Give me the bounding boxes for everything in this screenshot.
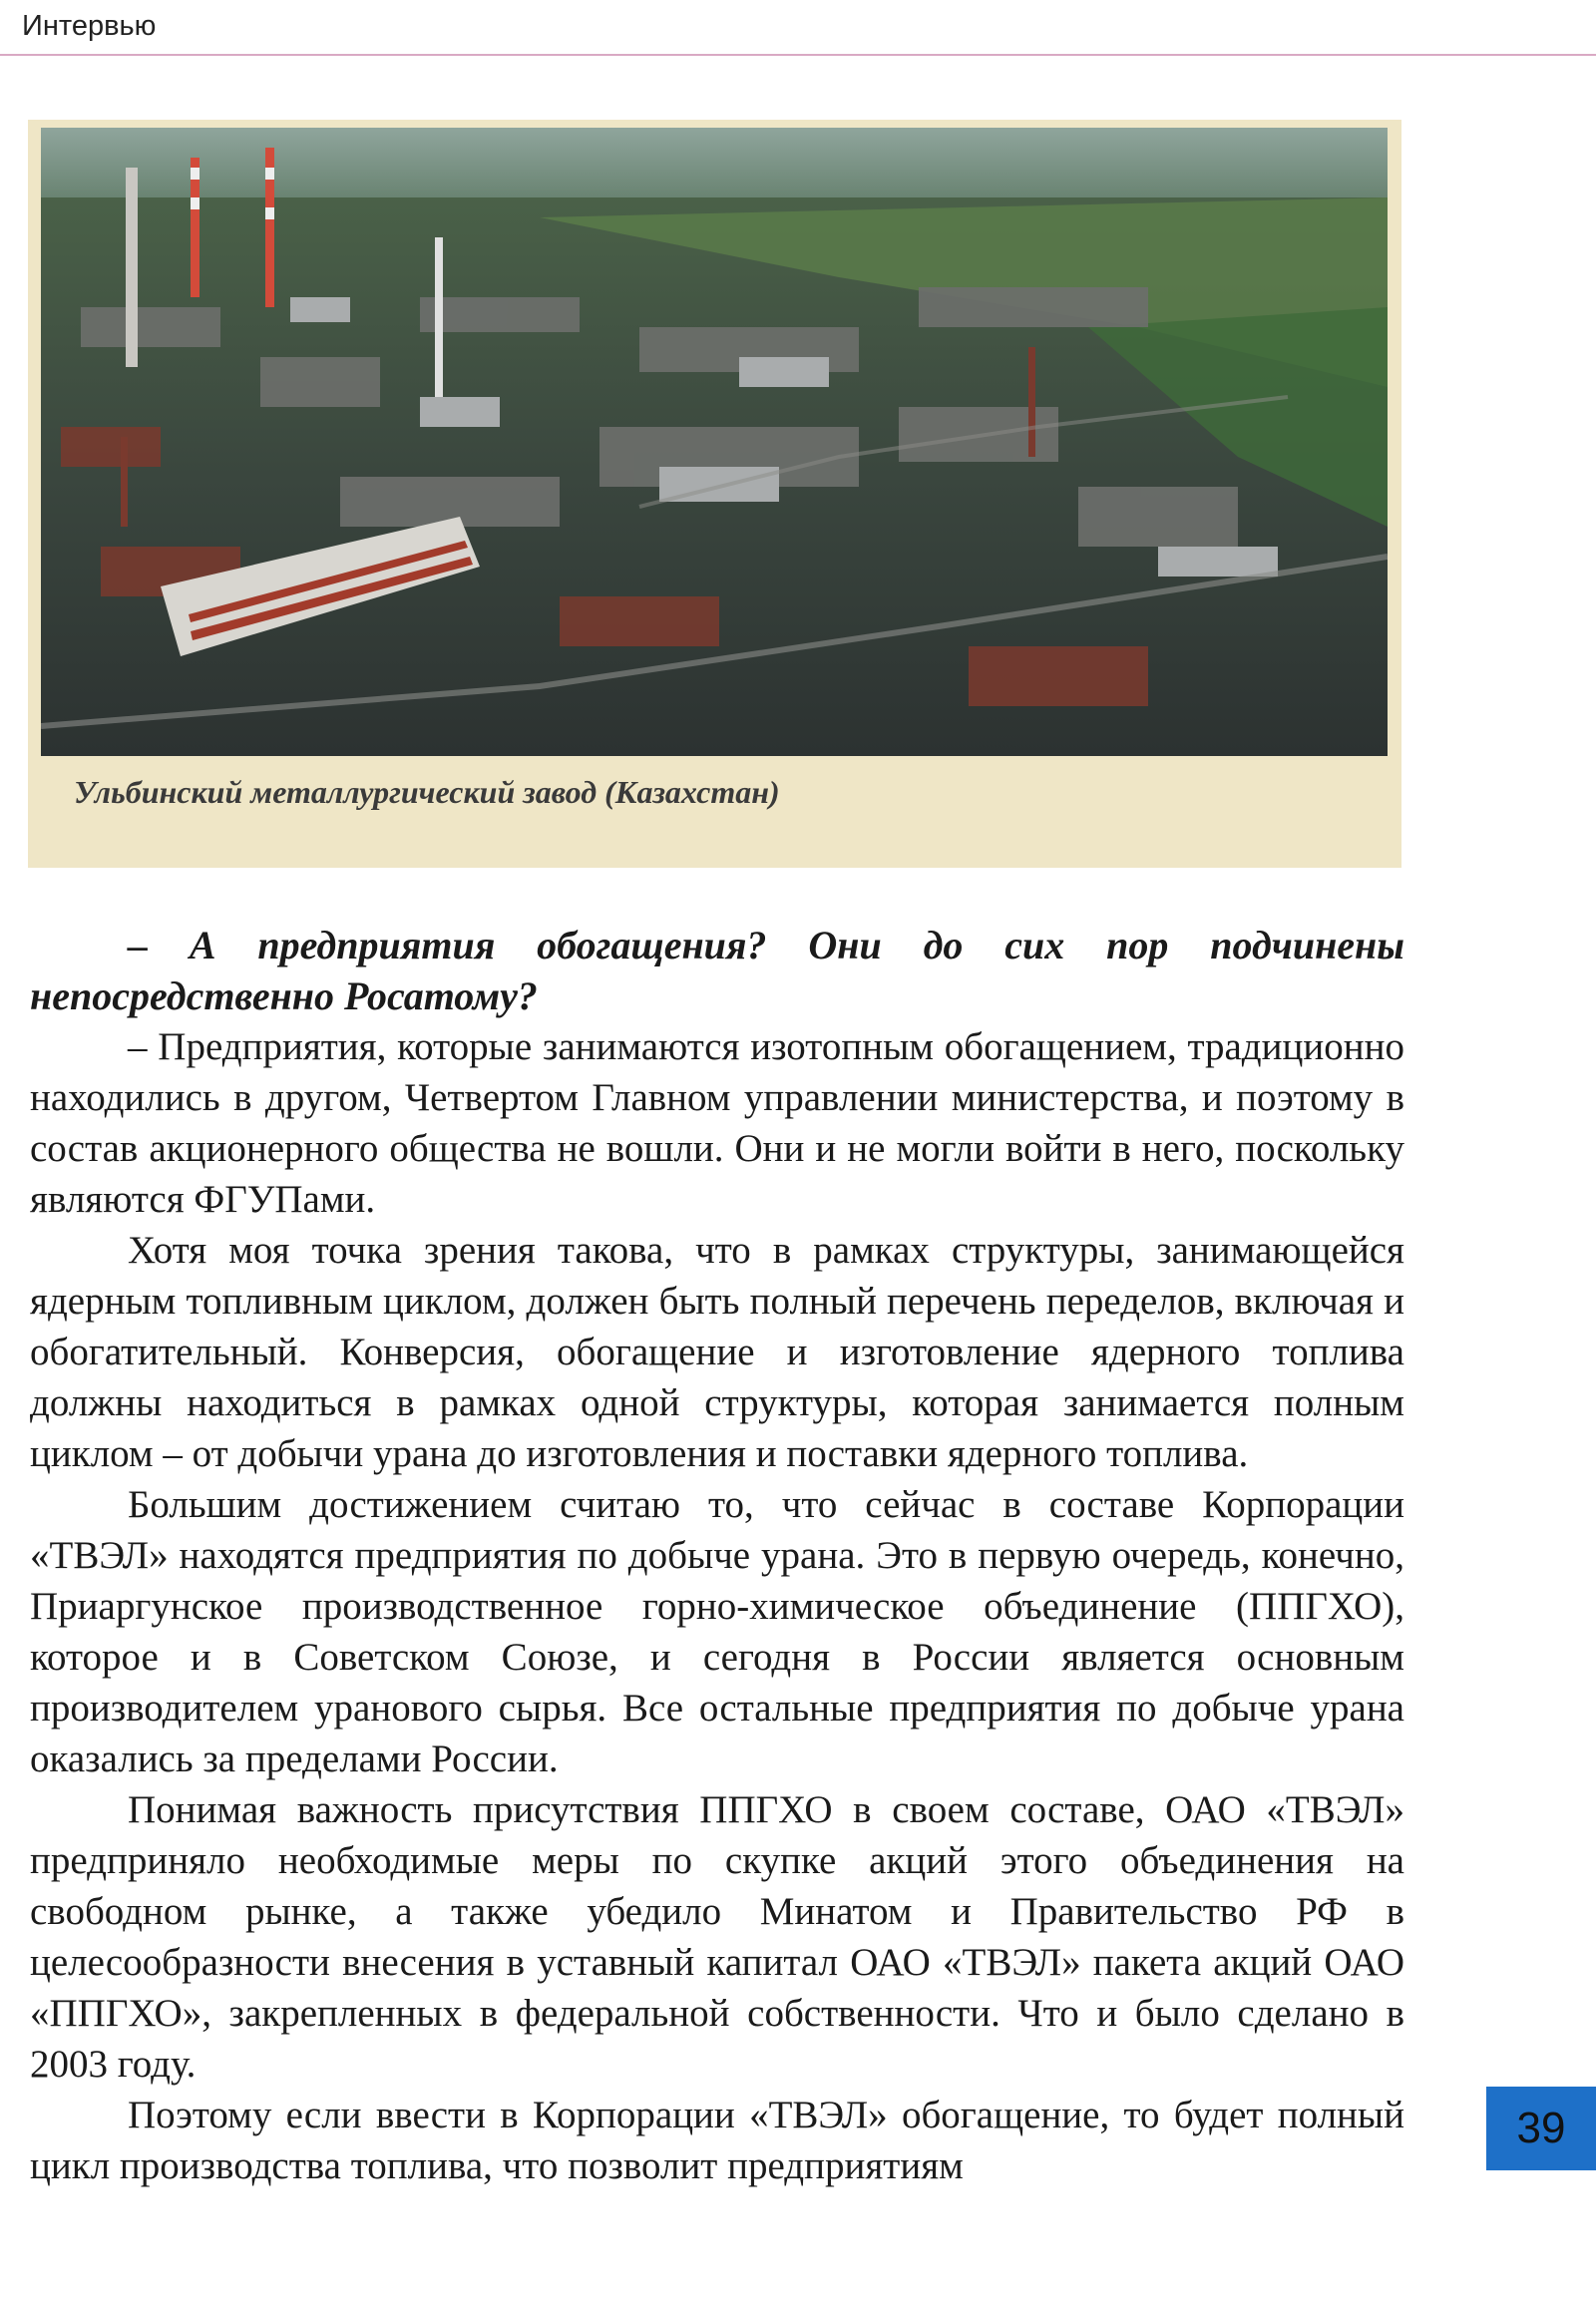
answer-paragraph-4: Понимая важность присутствия ППГХО в своем составе, ОАО «ТВЭЛ» предприняло необходимые меры по скупке акций этого объединения на свободном рынке, а также убедило Минатом и Правительство РФ в целесообразности внесения в уставный капитал ОАО «ТВЭЛ» пакета акций ОАО «ППГХО», закрепленных в федеральной собственности. Что и было сделано в 2003 году. xyxy=(30,1788,1404,2086)
section-label: Интервью xyxy=(22,10,157,42)
header-divider xyxy=(0,54,1596,56)
answer-paragraph-2: Хотя моя точка зрения такова, что в рамках структуры, занимающейся ядерным топливным циклом, должен быть полный перечень переделов, включая и обогатительный. Конверсия, обогащение и изготовление ядерного топлива должны находиться в рамках одной структуры, которая занимается полным циклом – от добычи урана до изготовления и поставки ядерного топлива. xyxy=(30,1229,1404,1475)
article-body xyxy=(30,920,1404,2191)
page-number-badge: 39 xyxy=(1486,2087,1596,2170)
factory-illustration xyxy=(41,128,1388,756)
factory-aerial-photo xyxy=(41,128,1388,756)
answer-paragraph-3: Большим достижением считаю то, что сейчас в составе Корпорации «ТВЭЛ» находятся предприятия по добыче урана. Это в первую очередь, конечно, Приаргунское производственное горно-химическое объединение (ППГХО), которое и в Советском Союзе, и сегодня в России является основным производителем уранового сырья. Все остальные предприятия по добыче урана оказались за пределами России. xyxy=(30,1483,1404,1780)
answer-paragraph-5: Поэтому если ввести в Корпорации «ТВЭЛ» обогащение, то будет полный цикл производства топлива, что позволит предприятиям xyxy=(30,2094,1404,2187)
figure xyxy=(28,120,1401,868)
answer-paragraph-1: – Предприятия, которые занимаются изотопным обогащением, традиционно находились в другом, Четвертом Главном управлении министерства, и поэтому в состав акционерного общества не вошли. Они и не могли войти в него, поскольку являются ФГУПами. xyxy=(30,1025,1404,1221)
interview-question: – А предприятия обогащения? Они до сих пор подчинены непосредственно Росатому? xyxy=(30,923,1404,1018)
figure-caption: Ульбинский металлургический завод (Казахстан) xyxy=(74,774,780,810)
